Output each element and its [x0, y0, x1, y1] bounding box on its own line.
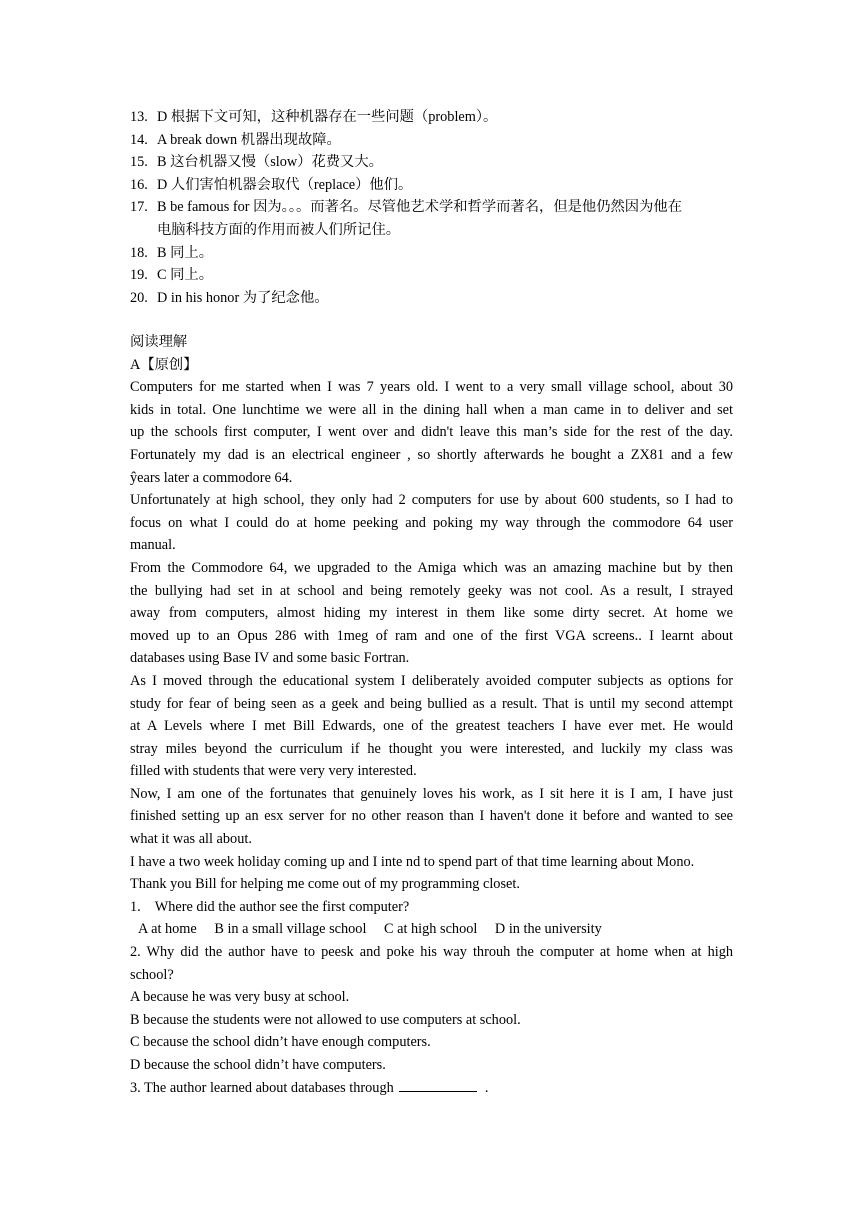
passage-line: at A Levels where I met Bill Edwards, one of the greatest teachers I have ever met. He would	[130, 718, 733, 735]
question-1: 1. Where did the author see the first computer?	[130, 898, 410, 915]
passage-line: As I moved through the educational system I deliberately avoided computer subjects as options for	[130, 672, 733, 689]
answer-item: 14. A break down 机器出现故障。	[130, 131, 341, 148]
answer-item: 17. B be famous for 因为。。。而著名。尽管他艺术学和哲学而著名，但是他仍然因为他在	[130, 199, 682, 216]
answer-item: 20. D in his honor 为了纪念他。	[130, 289, 329, 306]
passage-line: Fortunately my dad is an electrical engineer , so shortly afterwards he bought a ZX81 and a few	[130, 446, 733, 463]
reading-section	[130, 331, 733, 1099]
passage-line: filled with students that were very very interested.	[130, 763, 417, 780]
passage-label: A【原创】	[130, 356, 198, 373]
question-2: 2. Why did the author have to peesk and poke his way throuh the computer at home when at high	[130, 944, 733, 961]
answer-item: 18. B 同上。	[130, 244, 214, 261]
question-2-option-a: A because he was very busy at school.	[130, 989, 350, 1006]
question-3	[130, 1077, 733, 1100]
passage-line: ŷears later a commodore 64.	[130, 469, 293, 486]
question-2-option-d: D because the school didn’t have computers.	[130, 1057, 386, 1073]
question-1-option-c: C at high school	[384, 921, 478, 938]
passage	[130, 376, 733, 896]
question-1-option-b: B in a small village school	[214, 921, 367, 938]
answer-item-continuation: 电脑科技方面的作用而被人们所记住。	[157, 221, 401, 238]
passage-line: study for fear of being seen as a geek and being bullied as a result. That is until my second attempt	[130, 695, 733, 712]
question-1-option-a: A at home	[138, 921, 197, 938]
passage-line: Thank you Bill for helping me come out of my programming closet.	[130, 876, 520, 893]
passage-line: what it was all about.	[130, 831, 252, 848]
answer-item: 16. D 人们害怕机器会取代（replace）他们。	[130, 176, 413, 193]
question-1-option-d: D in the university	[494, 921, 602, 938]
passage-line: Computers for me started when I was 7 years old. I went to a very small village school, about 30	[130, 379, 733, 396]
section-title: 阅读理解	[130, 334, 188, 350]
passage-line: moved up to an Opus 286 with 1meg of ram and one of the first VGA screens.. I learnt about	[130, 627, 733, 644]
passage-line: Unfortunately at high school, they only had 2 computers for use by about 600 students, so I had to	[130, 492, 733, 509]
passage-line: kids in total. One lunchtime we were all in the dining hall when a man came in to deliver and set	[130, 401, 733, 418]
question-2-option-c: C because the school didn’t have enough computers.	[130, 1034, 431, 1051]
question-3-text: 3. The author learned about databases through	[130, 1079, 394, 1096]
passage-line: I have a two week holiday coming up and I inte nd to spend part of that time learning about Mono.	[130, 853, 695, 870]
passage-line: finished setting up an esx server for no other reason than I haven't done it before and wanted to see	[130, 808, 733, 825]
answer-key	[130, 106, 733, 309]
passage-line: away from computers, almost hiding my interest in them like some dirty secret. At home we	[130, 605, 733, 622]
answer-blank	[399, 1077, 477, 1092]
passage-line: up the schools first computer, I went over and didn't leave this man’s side for the rest of the day.	[130, 424, 733, 441]
passage-line: databases using Base IV and some basic Fortran.	[130, 650, 410, 667]
passage-line: focus on what I could do at home peeking and poking my way through the commodore 64 user	[130, 514, 733, 531]
question-2-option-b: B because the students were not allowed to use computers at school.	[130, 1011, 521, 1028]
answer-item: 15. B 这台机器又慢（slow）花费又大。	[130, 154, 383, 171]
question-3-end: .	[484, 1079, 489, 1096]
passage-line: manual.	[130, 537, 176, 554]
passage-line: stray miles beyond the curriculum if he thought you were interested, and luckily my class was	[130, 740, 733, 757]
answer-item: 19. C 同上。	[130, 267, 214, 284]
question-2-continuation: school?	[130, 966, 174, 983]
passage-line: From the Commodore 64, we upgraded to the Amiga which was an amazing machine but by then	[130, 559, 733, 576]
passage-line: the bullying had set in at school and being remotely geeky was not cool. As a result, I strayed	[130, 582, 733, 599]
question-1-options	[130, 918, 733, 941]
answer-item: 13. D 根据下文可知，这种机器存在一些问题（problem）。	[130, 109, 498, 125]
passage-line: Now, I am one of the fortunates that genuinely loves his work, as I sit here it is I am, I have just	[130, 785, 733, 802]
